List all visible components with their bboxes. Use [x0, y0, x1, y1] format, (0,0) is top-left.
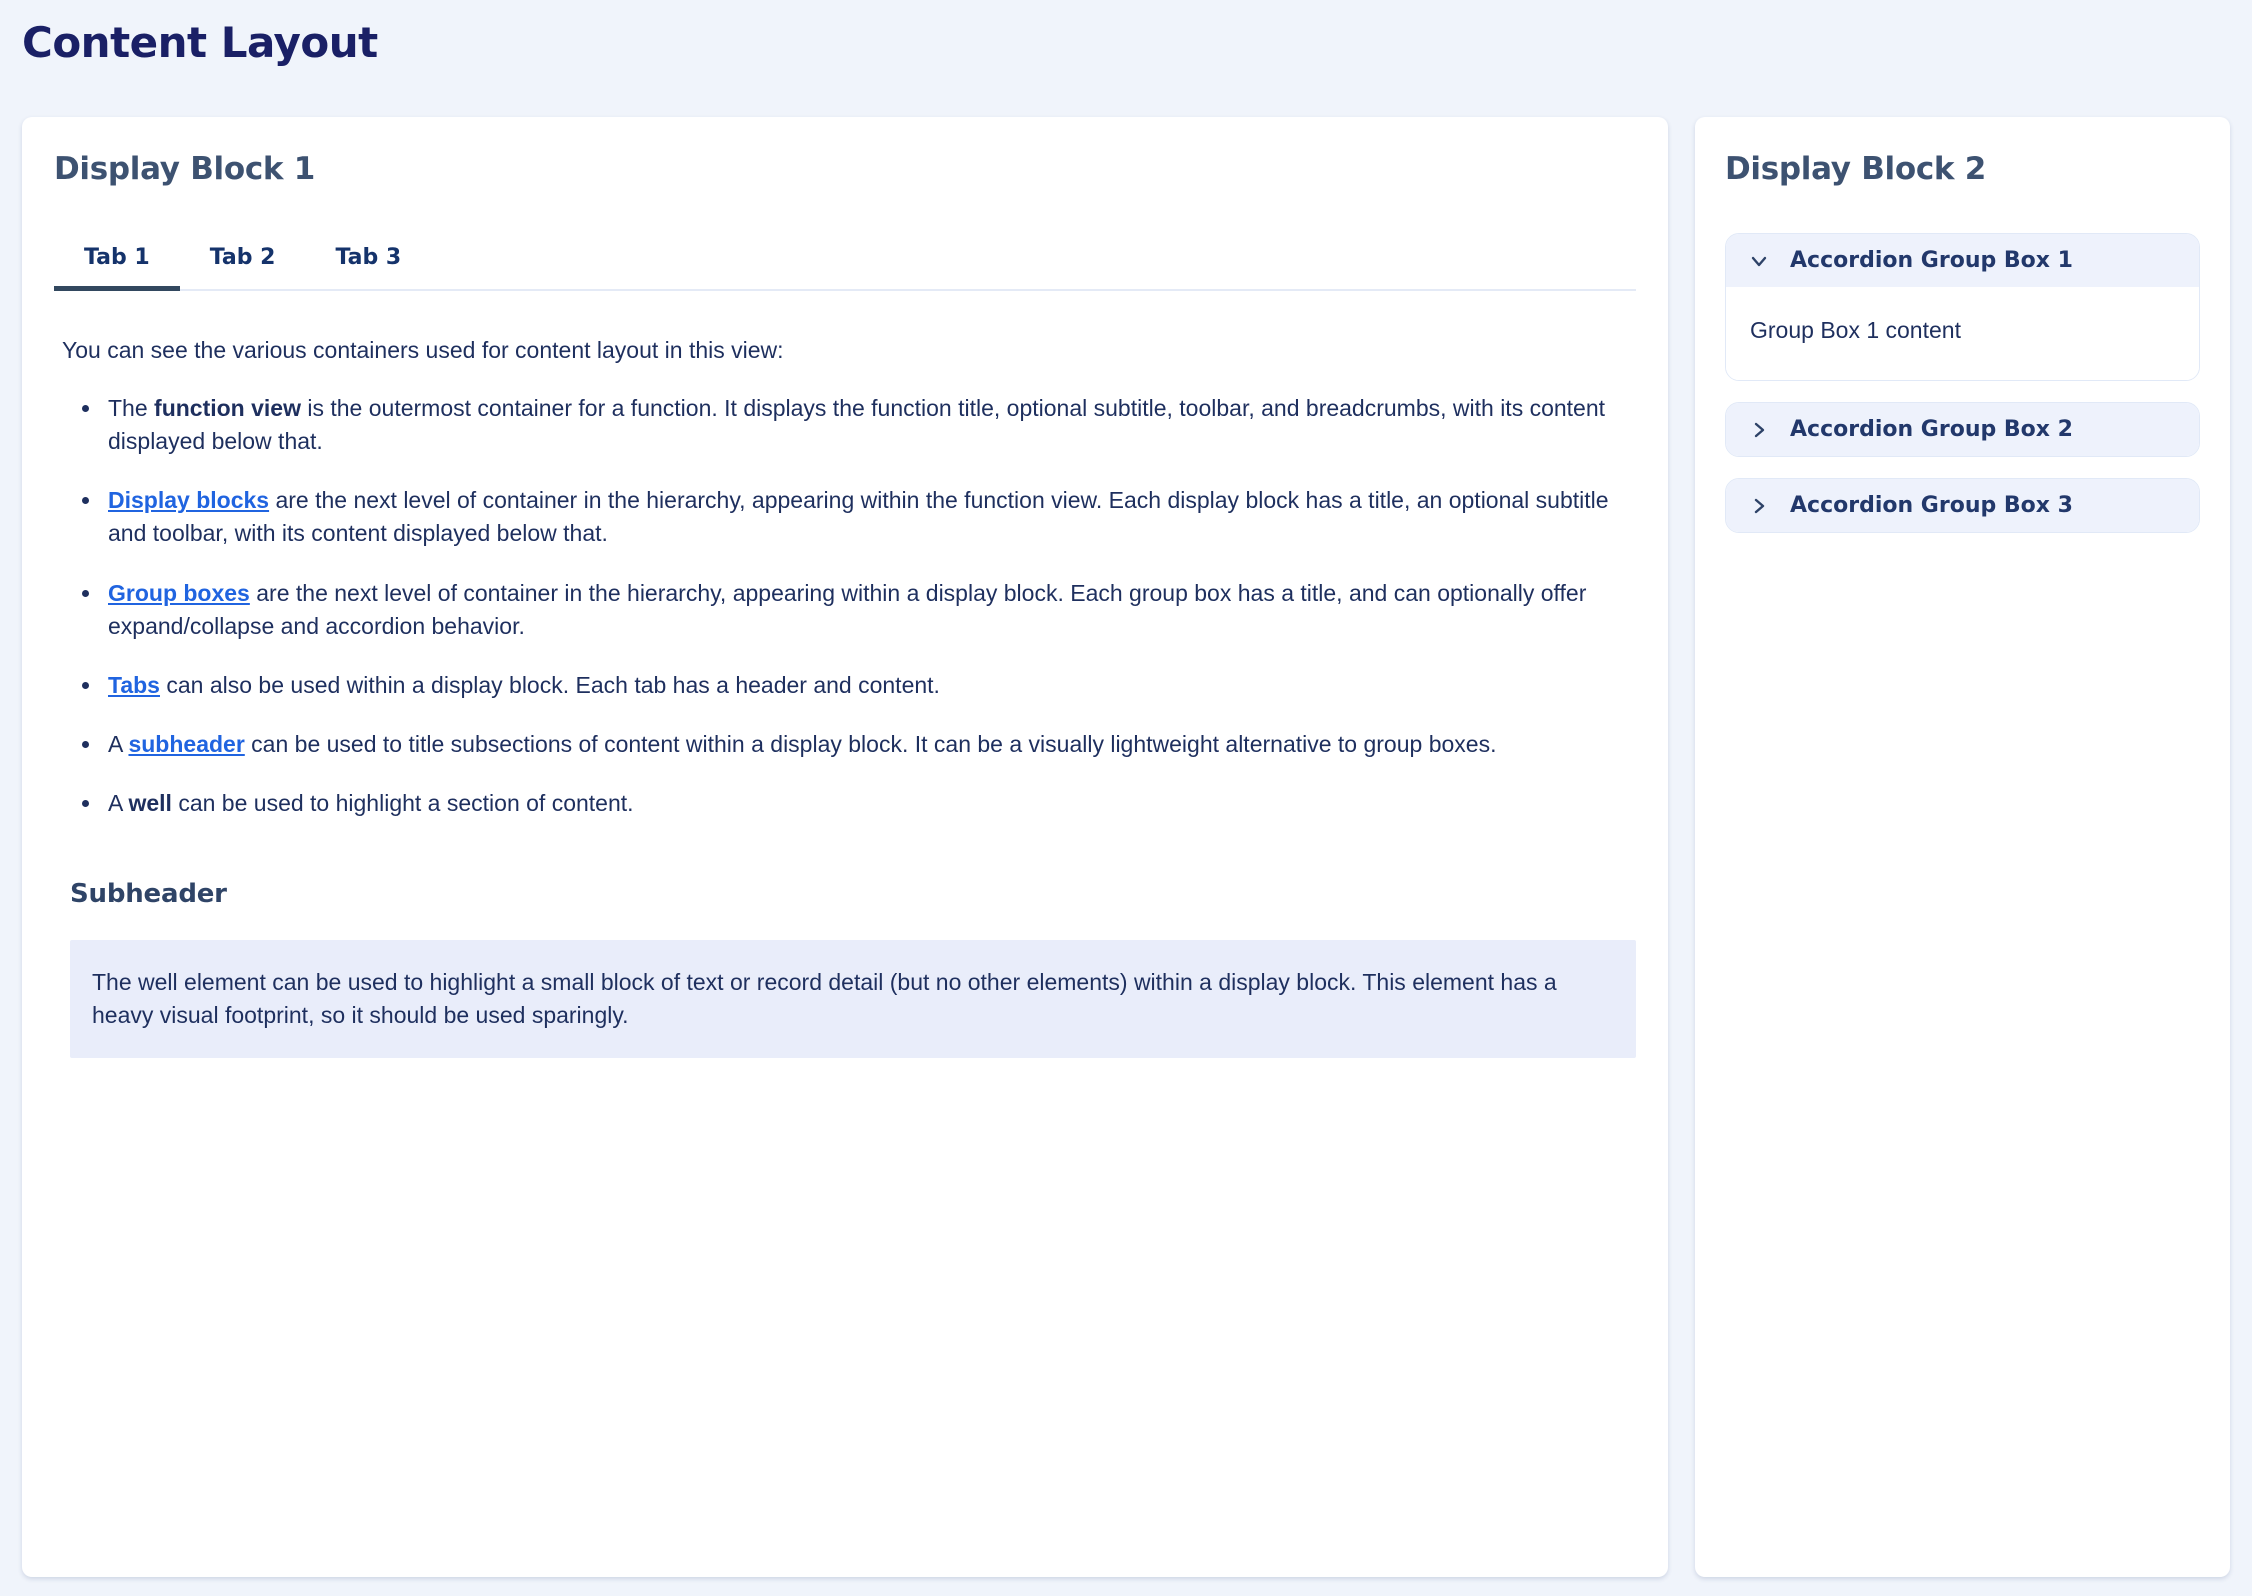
- accordion-group-box-2: [1725, 402, 2200, 457]
- text-segment: A: [108, 789, 129, 816]
- accordion-group-box-1: [1725, 233, 2200, 381]
- inline-link[interactable]: Tabs: [108, 671, 160, 698]
- list-item: [96, 787, 1636, 820]
- tab-2[interactable]: Tab 2: [209, 245, 276, 270]
- text-segment: can also be used within a display block. Each tab has a header and content.: [159, 671, 940, 698]
- inline-link[interactable]: Display blocks: [108, 487, 270, 514]
- accordion-group-box-1-header[interactable]: [1726, 234, 2199, 287]
- display-block-2: [1695, 117, 2230, 1577]
- accordion-group-box-2-header[interactable]: [1726, 403, 2199, 456]
- text-segment: can be used to title subsections of content within a display block. It can be a visually lightweight alternative to group boxes.: [244, 730, 1497, 757]
- text-segment: are the next level of container in the hierarchy, appearing within the function view. Each display block has a title, an optional subtitle and toolbar, with its content displayed below that.: [108, 487, 1609, 547]
- content-row: [22, 117, 2230, 1577]
- chevron-down-icon: [1748, 250, 1770, 272]
- tab-1[interactable]: Tab 1: [54, 233, 180, 291]
- text-segment: function view: [154, 395, 301, 422]
- display-block-1: [22, 117, 1668, 1577]
- list-item: [96, 392, 1636, 458]
- accordion-group-box-1-content: Group Box 1 content: [1726, 287, 2199, 380]
- accordion-group-box-3: [1725, 478, 2200, 533]
- container-bullet-list: [62, 392, 1636, 820]
- tab-bar: [54, 233, 1636, 291]
- chevron-right-icon: [1748, 419, 1770, 441]
- list-item: [96, 484, 1636, 550]
- text-segment: The: [108, 395, 155, 422]
- inline-link[interactable]: Group boxes: [108, 579, 250, 606]
- inline-link[interactable]: subheader: [128, 730, 245, 757]
- text-segment: is the outermost container for a function. It displays the function title, optional subtitle, toolbar, and breadcrumbs, with its content displayed below that.: [108, 395, 1606, 455]
- intro-text: You can see the various containers used for content layout in this view:: [62, 337, 784, 363]
- tab-3[interactable]: Tab 3: [335, 245, 402, 270]
- accordion-group-box-3-header[interactable]: [1726, 479, 2199, 532]
- text-segment: can be used to highlight a section of content.: [171, 789, 634, 816]
- page-title: Content Layout: [22, 18, 378, 67]
- text-segment: A: [108, 730, 129, 757]
- chevron-right-icon: [1748, 495, 1770, 517]
- display-block-2-title: Display Block 2: [1725, 151, 1986, 187]
- accordion-group: [1725, 233, 2200, 533]
- well: [70, 940, 1636, 1058]
- text-segment: are the next level of container in the hierarchy, appearing within a display block. Each group box has a title, and can optionally offer expand/collapse and accordion behavior.: [108, 579, 1587, 639]
- display-block-1-title: Display Block 1: [54, 151, 315, 187]
- tab-1-content: [54, 291, 1636, 1058]
- accordion-label: Accordion Group Box 2: [1790, 417, 2073, 442]
- subheader-title: Subheader: [70, 879, 227, 910]
- list-item: [96, 577, 1636, 643]
- accordion-label: Accordion Group Box 3: [1790, 493, 2073, 518]
- list-item: [96, 728, 1636, 761]
- well-text: The well element can be used to highlight a small block of text or record detail (but no other elements) within a display block. This element has a heavy visual footprint, so it should be used sparingly.: [92, 968, 1557, 1028]
- list-item: [96, 669, 1636, 702]
- accordion-label: Accordion Group Box 1: [1790, 248, 2073, 273]
- text-segment: well: [128, 789, 172, 816]
